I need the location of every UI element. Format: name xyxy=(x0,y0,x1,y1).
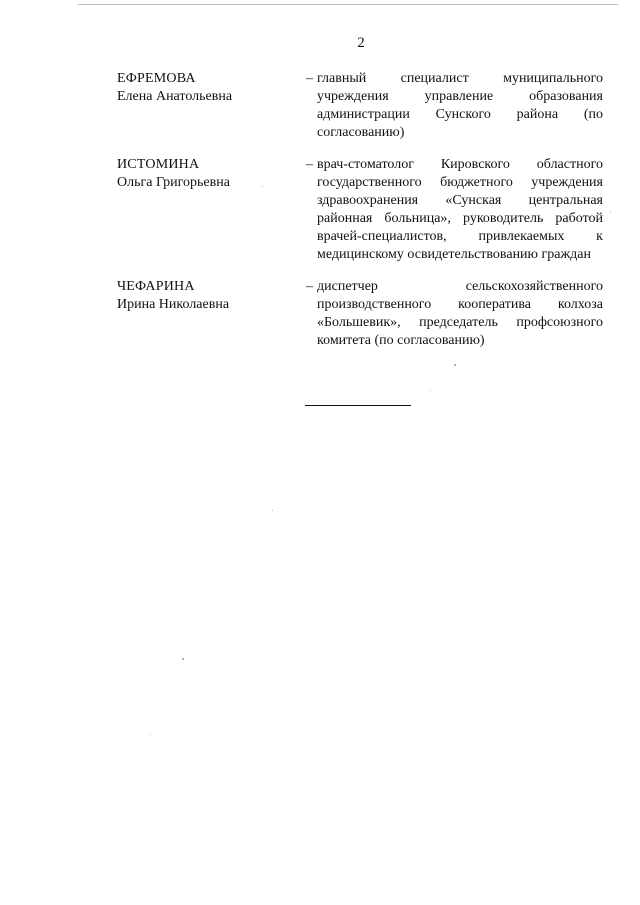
member-given-names: Елена Анатольевна xyxy=(117,89,233,104)
separator-dash: – xyxy=(306,71,313,86)
scan-speck xyxy=(430,390,431,391)
end-of-list-rule xyxy=(305,405,411,406)
scan-speck xyxy=(262,186,263,187)
scan-speck xyxy=(610,212,611,213)
scan-speck xyxy=(182,658,184,660)
member-name xyxy=(117,70,292,106)
scan-speck xyxy=(150,734,151,735)
member-surname: ИСТОМИНА xyxy=(117,157,200,172)
member-surname: ЧЕФАРИНА xyxy=(117,279,195,294)
member-name xyxy=(117,156,292,192)
member-description: диспетчер сельскохозяйственного производственного кооператива колхоза «Большевик», председатель профсоюзного комитета (по согласованию) xyxy=(317,279,603,348)
member-surname: ЕФРЕМОВА xyxy=(117,71,196,86)
member-given-names: Ирина Николаевна xyxy=(117,297,230,312)
scan-speck xyxy=(454,364,456,366)
scan-speck xyxy=(272,510,273,511)
member-given-names: Ольга Григорьевна xyxy=(117,175,230,190)
separator-dash: – xyxy=(306,157,313,172)
page-number: 2 xyxy=(357,35,365,51)
member-description: главный специалист муниципального учреждения управление образования администрации Сунского района (по согласованию) xyxy=(317,71,603,140)
scan-top-edge-line xyxy=(78,4,618,5)
separator-dash: – xyxy=(306,279,313,294)
member-name xyxy=(117,278,292,314)
member-description: врач-стоматолог Кировского областного государственного бюджетного учреждения здравоохранения «Сунская центральная районная больница», руководитель работой врачей-специалистов, привлекаемых к медицинскому освидетельствованию граждан xyxy=(317,157,603,262)
